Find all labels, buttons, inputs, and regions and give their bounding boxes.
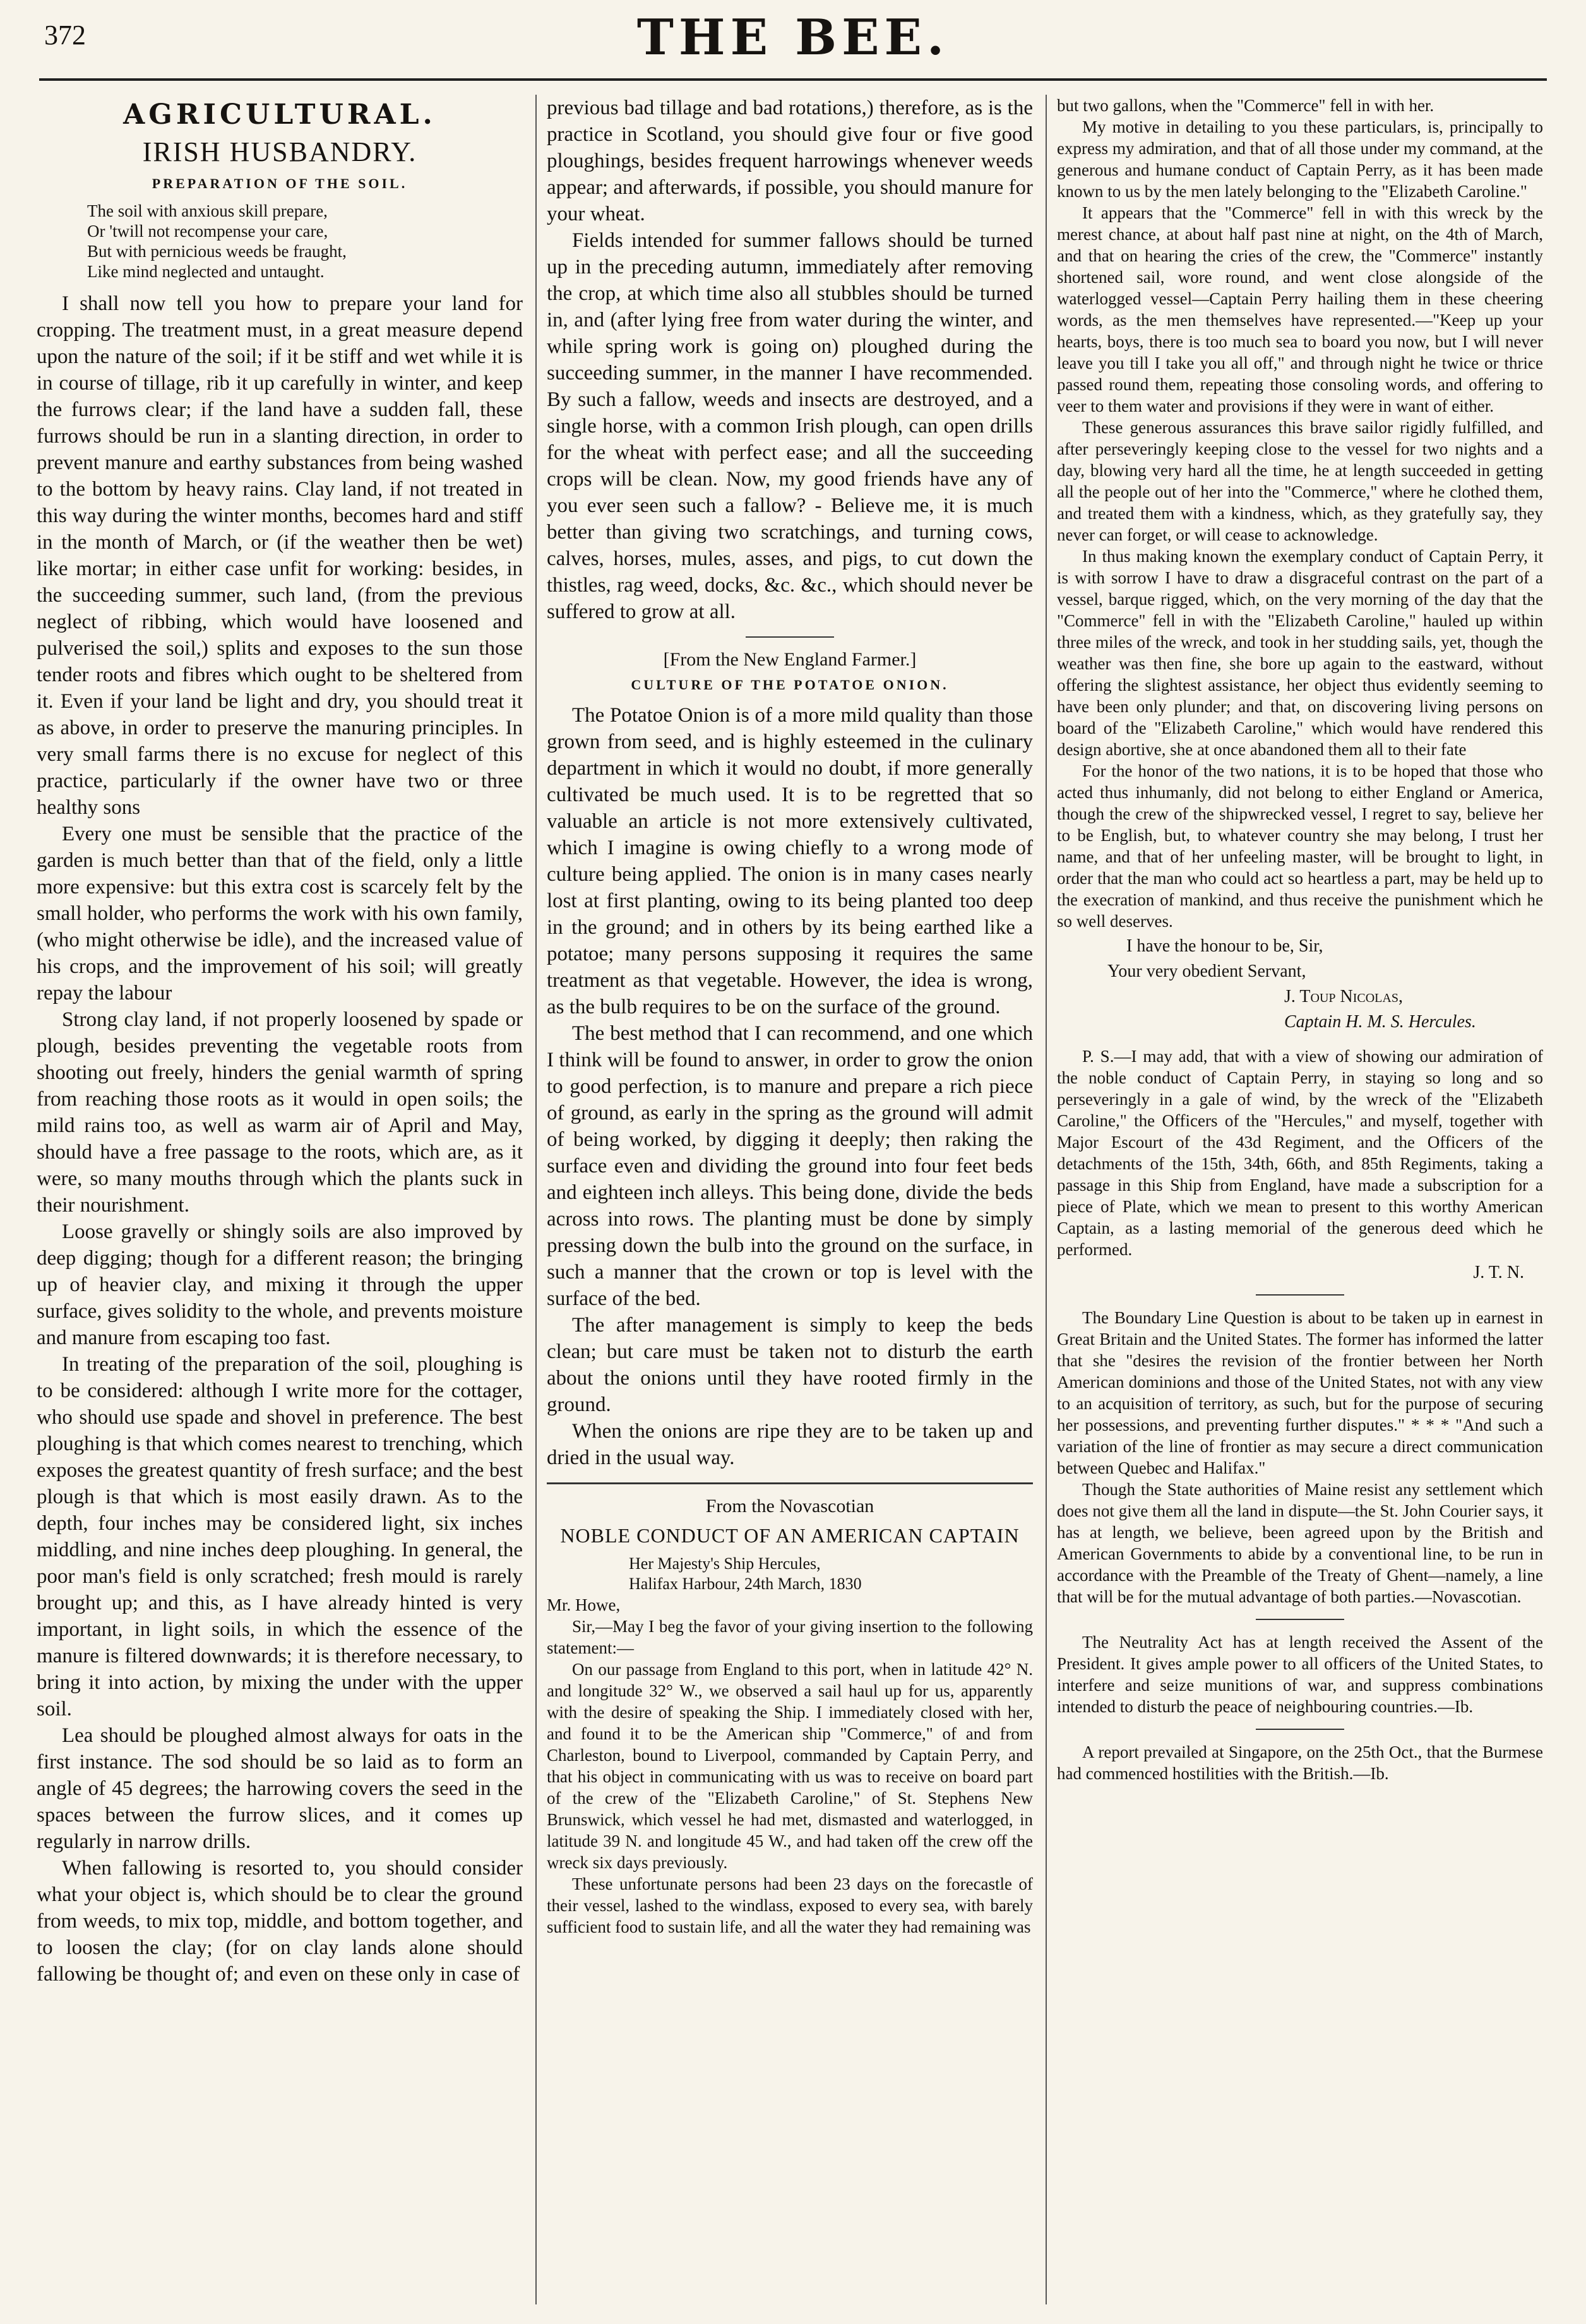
column-divider	[535, 95, 537, 2304]
paragraph: For the honor of the two nations, it is to be hoped that those who acted thus inhumanly, did not belong to either England or America, though the crew of the shipwrecked vessel, I regret to say, believe her to be English, but, to whatever country she may belong, I trust her name, and that of her unfeeling master, will be brought to light, in order that the man who could act so heartless a part, may be held up to the execration of mankind, and thus receive the punishment which he so well deserves.	[1057, 761, 1543, 931]
article-subtitle: CULTURE OF THE POTATOE ONION.	[631, 677, 949, 693]
divider	[1256, 1294, 1344, 1296]
divider	[746, 636, 834, 638]
column-2	[547, 95, 1033, 2308]
header-rule	[39, 78, 1547, 81]
paragraph: Sir,—May I beg the favor of your giving insertion to the following statement:—	[547, 1617, 1033, 1657]
paragraph: Fields intended for summer fallows should be turned up in the preceding autumn, immediately after removing the crop, at which time also all stubbles should be turned in, and (after lying free from water during the winter, and while spring work is going on) ploughed during the succeeding summer, in the manner I have recommended. By such a fallow, weeds and insects are destroyed, and a single horse, with a common Irish plough, can open drills for the wheat with perfect ease; and all the succeeding crops will be clean. Now, my good friends have any of you ever seen such a fallow? - Believe me, it is much better than giving two scratchings, and turning cows, calves, horses, mules, asses, and pigs, to cut down the thistles, rag weed, docks, &c. &c., which should never be suffered to grow at all.	[547, 229, 1033, 623]
paragraph: These generous assurances this brave sailor rigidly fulfilled, and after perseveringly keeping close to the vessel for two nights and a day, blowing very hard all the time, he at length succeeded in getting all the people out of her into the "Commerce," where he clothed them, and treated them with a kindness, which, as they gratefully say, they never can forget, or will cease to acknowledge.	[1057, 418, 1543, 544]
paragraph: Strong clay land, if not properly loosened by spade or plough, besides preventing the vegetable roots from shooting out freely, hinders the genial warmth of spring from reaching those roots as it would in open soils; the mild rains too, as well as warm air of April and May, should have a free passage to the roots, which are, as it were, so many mouths through which the plants suck in their nourishment.	[37, 1008, 523, 1217]
article-title: NOBLE CONDUCT OF AN AMERICAN CAPTAIN	[560, 1524, 1020, 1547]
paragraph: Lea should be ploughed almost always for oats in the first instance. The sod should be so laid as to form an angle of 45 degrees; the harrowing covers the seed in the spaces between the furrow slices, and it comes up regularly in narrow drills.	[37, 1724, 523, 1853]
paragraph: On our passage from England to this port, when in latitude 42° N. and longitude 32° W., we observed a sail haul up for us, apparently with the desire of speaking the Ship. I immediately closed with her, and found it to be the American ship "Commerce," of and from Charleston, bound to Liverpool, commanded by Captain Perry, and that his object in communicating with us was to receive on board part of the crew of the "Elizabeth Caroline," of St. Stephens New Brunswick, which vessel he had met, dismasted and waterlogged, in latitude 39 N. and longitude 45 W., and had taken off the crew off the wreck six days previously.	[547, 1660, 1033, 1872]
news-item: A report prevailed at Singapore, on the 25th Oct., that the Burmese had commenced hostilities with the British.—Ib.	[1057, 1743, 1543, 1783]
paragraph: In treating of the preparation of the soil, ploughing is to be considered: although I write more for the cottager, who should use spade and shovel in preference. The best ploughing is that which comes nearest to trenching, which exposes the greatest quantity of fresh surface; and the best plough is that which is most easily drawn. As to the depth, four inches may be considered light, six inches middling, and nine inches deep ploughing. In general, the poor man's field is only scratched; fresh mould is rarely brought up; and this, as I have already hinted is very important, in light soils, in which the essence of the manure is filtered downwards; it is therefore necessary, to bring it into action, by mixing the under with the upper soil.	[37, 1353, 523, 1720]
paragraph: My motive in detailing to you these particulars, is, principally to express my admiration, and that of all those under my command, at the generous and humane conduct of Captain Perry, as it has been made known to us by the men lately belonging to the "Elizabeth Caroline."	[1057, 117, 1543, 201]
signoff-line: I have the honour to be, Sir,	[1126, 936, 1323, 956]
paragraph: It appears that the "Commerce" fell in with this wreck by the merest chance, at about half past nine at night, on the 4th of March, and that on hearing the cries of the crew, the "Commerce" instantly shortened sail, wore round, and went close alongside of the waterlogged vessel—Captain Perry hailing them in these cheering words, as the men themselves have represented.—"Keep up your hearts, boys, there is too much sea to board you now, but I will never leave you till I take you all off," and through night he twice or thrice passed round them, repeating those consoling words, and offering to veer to them water and provisions if they were in want of either.	[1057, 203, 1543, 415]
paragraph: The Potatoe Onion is of a more mild quality than those grown from seed, and is highly esteemed in the culinary department in which it would no doubt, if more generally cultivated be much used. It is to be regretted that so valuable an article is not more extensively cultivated, which I imagine is owing chiefly to a wrong mode of culture being applied. The onion is in many cases nearly lost at first planting, owing to its being planted too deep in the ground; and in others by its being earthed like a potatoe; many persons supposing it requires the same treatment as that vegetable. However, the idea is wrong, as the bulb requires to be on the surface of the ground.	[547, 704, 1033, 1018]
news-item: The Neutrality Act has at length received the Assent of the President. It gives ample power to all officers of the United States, to interfere and seize munitions of war, and suppress combinations intended to disturb the peace of neighbouring countries.—Ib.	[1057, 1633, 1543, 1716]
dateline	[547, 1554, 1033, 1594]
divider	[1256, 1619, 1344, 1620]
verse-line: Like mind neglected and untaught.	[87, 262, 325, 281]
section-title: AGRICULTURAL.	[123, 98, 436, 131]
paragraph: In thus making known the exemplary conduct of Captain Perry, it is with sorrow I have to draw a disgraceful contrast on the part of a vessel, barque rigged, which, on the very morning of the day that the "Commerce" fell in with the "Elizabeth Caroline," hauled up within three miles of the wreck, and took in her studding sails, yet, though the weather was then fine, she bore up again to the eastward, without offering the slightest assistance, her object thus evidently seeming to have been only plunder; and that, on discovering living persons on board of the "Elizabeth Caroline," which would have rendered this design abortive, she at once abandoned them all to their fate	[1057, 547, 1543, 759]
article-source: From the Novascotian	[705, 1496, 874, 1517]
signature-title: Captain H. M. S. Hercules.	[1284, 1012, 1476, 1032]
article-source: [From the New England Farmer.]	[663, 649, 917, 670]
news-item: Though the State authorities of Maine resist any settlement which does not give them all the land in dispute—the St. John Courier says, it has at length, we believe, been agreed upon by the British and American Governments to abide by a conventional line, to be run in accordance with the Preamble of the Treaty of Ghent—namely, a line that will be for the mutual advantage of both parties.—Novascotian.	[1057, 1480, 1543, 1606]
signoff-line: Your very obedient Servant,	[1107, 962, 1306, 981]
verse-line: Or 'twill not recompense your care,	[87, 222, 328, 241]
paragraph: previous bad tillage and bad rotations,) therefore, as is the practice in Scotland, you should give four or five good ploughings, besides frequent harrowings whenever weeds appear; and afterwards, if possible, you should manure for your wheat.	[547, 97, 1033, 225]
paragraph: I shall now tell you how to prepare your land for cropping. The treatment must, in a great measure depend upon the nature of the soil; if it be stiff and wet while it is in course of tillage, rib it up carefully in winter, and keep the furrows clear; if the land have a sudden fall, these furrows should be run in a slanting direction, in order to prevent manure and earthy substances from being washed to the bottom by heavy rains. Clay land, if not treated in this way during the winter months, becomes hard and stiff in the month of March, or (if the weather then be wet) like mortar; in either case unfit for working: besides, in the succeeding summer, such land, (from the previous neglect of ribbing, which would have loosened and pulverised the soil,) splits and exposes to the sun those tender roots and fibres which ought to be sheltered from it. Even if your land be light and dry, you should treat it as above, in order to preserve the manuring principles. In very small farms there is no excuse for neglect of this practice, particularly if the owner have two or three healthy sons	[37, 292, 523, 819]
article-title: IRISH HUSBANDRY.	[142, 136, 417, 167]
verse-line: The soil with anxious skill prepare,	[87, 201, 328, 220]
article-subtitle: PREPARATION OF THE SOIL.	[152, 176, 408, 191]
paragraph: Loose gravelly or shingly soils are also improved by deep digging; though for a different reason; the bringing up of heavier clay, and mixing it through the upper surface, gives solidity to the whole, and prevents moisture and manure from escaping too fast.	[37, 1220, 523, 1349]
paragraph: The best method that I can recommend, and one which I think will be found to answer, in order to grow the onion to good perfection, is to manure and prepare a rich piece of ground, as early in the spring as the ground will admit of being worked, by digging it deeply; then raking the surface even and dividing the ground into four feet beds and eighteen inch alleys. This being done, divide the beds across into rows. The planting must be done by simply pressing down the bulb into the ground on the surface, in such a manner that the crown or top is level with the surface of the bed.	[547, 1022, 1033, 1310]
salutation: Mr. Howe,	[547, 1595, 621, 1614]
divider	[547, 1482, 1033, 1484]
paragraph: Every one must be sensible that the practice of the garden is much better than that of the field, only a little more expensive: but this extra cost is scarcely felt by the small holder, who performs the work with his own family, (who might otherwise be idle), and the increased value of his crops, and the improvement of his soil; will greatly repay the labour	[37, 823, 523, 1004]
paragraph: The after management is simply to keep the beds clean; but care must be taken not to disturb the earth about the onions until they have rooted firmly in the ground.	[547, 1314, 1033, 1416]
paragraph: but two gallons, when the "Commerce" fell in with her.	[1057, 96, 1434, 115]
postscript: P. S.—I may add, that with a view of showing our admiration of the noble conduct of Captain Perry, in staying so long and so perseveringly in a gale of wind, by the wreck of the "Elizabeth Caroline," the Officers of the "Hercules," and myself, together with Major Escourt of the 43d Regiment, and the Officers of the detachments of the 15th, 34th, 66th, and 85th Regiments, taking a passage in this Ship from England, have made a subscription for a piece of Plate, which we mean to present to this worthy American Captain, as a lasting memorial of the generous deed which he performed.	[1057, 1047, 1543, 1259]
dateline-line: Her Majesty's Ship Hercules,	[629, 1554, 821, 1573]
paper-title: THE BEE.	[636, 9, 950, 66]
column-3	[1057, 95, 1543, 2308]
news-item: The Boundary Line Question is about to be taken up in earnest in Great Britain and the United States. The former has informed the latter that she "desires the revision of the frontier between her North American dominions and those of the United States, not with any view to an acquisition of territory, as such, but for the purpose of securing her possessions, and preventing further disputes." * * * "And such a variation of the line of frontier as may secure a direct communication between Quebec and Halifax."	[1057, 1308, 1543, 1477]
page-number: 372	[44, 20, 86, 51]
dateline-line: Halifax Harbour, 24th March, 1830	[629, 1575, 862, 1593]
epigraph-verse	[87, 201, 523, 282]
paragraph: When fallowing is resorted to, you should consider what your object is, which should be to clear the ground from weeds, to mix top, middle, and bottom together, and to loosen the clay; (for on clay lands alone should fallowing be thought of; and even on these only in case of	[37, 1857, 523, 1986]
column-divider	[1046, 95, 1047, 2304]
paragraph: When the onions are ripe they are to be taken up and dried in the usual way.	[547, 1420, 1033, 1469]
signature-name: J. Toup Nicolas,	[1284, 987, 1403, 1006]
postscript-initials: J. T. N.	[1473, 1263, 1524, 1282]
divider	[1256, 1729, 1344, 1730]
verse-line: But with pernicious weeds be fraught,	[87, 242, 347, 261]
column-1	[37, 95, 523, 2308]
paragraph: These unfortunate persons had been 23 days on the forecastle of their vessel, lashed to the windlass, exposed to every sea, with barely sufficient food to sustain life, and all the water they had remaining was	[547, 1874, 1033, 1936]
